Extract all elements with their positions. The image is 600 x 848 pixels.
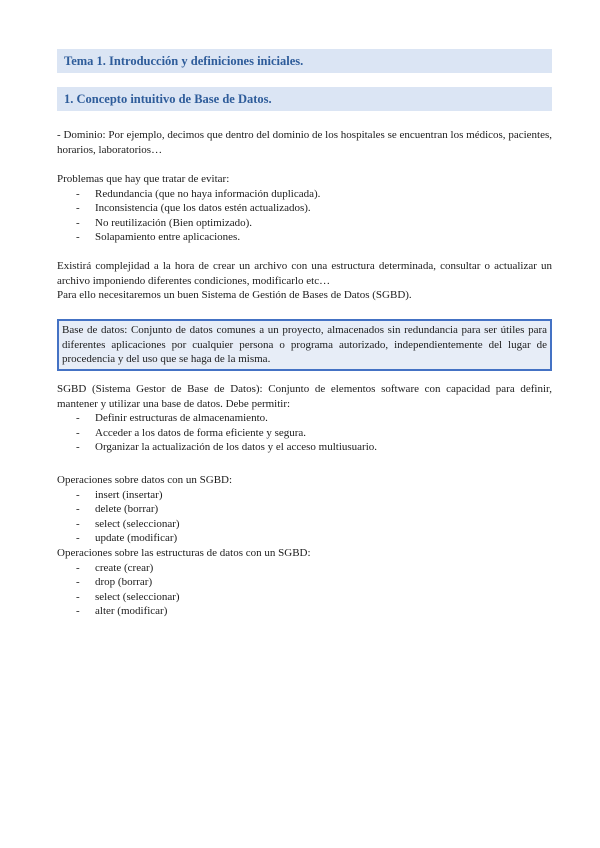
dominio-paragraph: - Dominio: Por ejemplo, decimos que dentro del dominio de los hospitales se encuentran los médicos, pacientes, horarios, laboratorios… [57, 129, 552, 156]
section-heading: 1. Concepto intuitivo de Base de Datos. [57, 87, 552, 111]
list-item [57, 411, 552, 426]
sgbd-list [57, 411, 552, 455]
dash-marker: - [76, 532, 80, 545]
list-item-text: update (modificar) [95, 532, 178, 545]
ops-datos-title: Operaciones sobre datos con un SGBD: [57, 474, 233, 486]
list-item-text: create (crear) [95, 561, 154, 574]
sgbd-block [57, 382, 552, 455]
list-item [57, 575, 552, 590]
list-item [57, 440, 552, 455]
dash-marker: - [76, 412, 80, 425]
list-item-text: drop (borrar) [95, 576, 153, 589]
list-item [57, 216, 552, 231]
complejidad-block [57, 259, 552, 303]
ops-estructuras-title: Operaciones sobre las estructuras de datos con un SGBD: [57, 546, 311, 559]
list-item [57, 502, 552, 517]
list-item-text: Inconsistencia (que los datos estén actualizados). [95, 202, 311, 215]
list-item-text: insert (insertar) [95, 488, 163, 501]
problemas-title: Problemas que hay que tratar de evitar: [57, 173, 230, 185]
dash-marker: - [76, 216, 80, 229]
sgbd-need-paragraph: Para ello necesitaremos un buen Sistema de Gestión de Bases de Datos (SGBD). [57, 289, 412, 302]
dash-marker: - [76, 441, 80, 454]
list-item [57, 561, 552, 576]
complejidad-paragraph: Existirá complejidad a la hora de crear un archivo con una estructura determinada, consultar o actualizar un archivo imponiendo diferentes condiciones, modificarlo etc… [57, 260, 552, 287]
ops-datos-list [57, 488, 552, 546]
list-item-text: Solapamiento entre aplicaciones. [95, 231, 241, 244]
problemas-block [57, 172, 552, 245]
ops-estructuras-list [57, 561, 552, 619]
list-item-text: No reutilización (Bien optimizado). [95, 216, 253, 229]
list-item-text: Acceder a los datos de forma eficiente y segura. [95, 426, 307, 439]
dash-marker: - [76, 576, 80, 589]
dash-marker: - [76, 590, 80, 603]
dash-marker: - [76, 231, 80, 244]
list-item [57, 590, 552, 605]
problemas-list [57, 187, 552, 245]
sgbd-paragraph: SGBD (Sistema Gestor de Base de Datos): Conjunto de elementos software con capacidad para definir, mantener y utilizar una base de datos. Debe permitir: [57, 383, 552, 410]
list-item [57, 426, 552, 441]
dash-marker: - [76, 202, 80, 215]
list-item-text: select (seleccionar) [95, 590, 180, 603]
list-item-text: Definir estructuras de almacenamiento. [95, 412, 268, 425]
list-item [57, 488, 552, 503]
list-item [57, 531, 552, 546]
dash-marker: - [76, 426, 80, 439]
list-item-text: select (seleccionar) [95, 517, 180, 530]
operaciones-block [57, 473, 552, 619]
list-item [57, 230, 552, 245]
list-item [57, 604, 552, 619]
dash-marker: - [76, 517, 80, 530]
dash-marker: - [76, 187, 80, 200]
dash-marker: - [76, 561, 80, 574]
list-item-text: Redundancia (que no haya información duplicada). [95, 187, 321, 200]
list-item-text: delete (borrar) [95, 503, 159, 516]
dash-marker: - [76, 488, 80, 501]
dash-marker: - [76, 503, 80, 516]
list-item-text: Organizar la actualización de los datos y el acceso multiusuario. [95, 441, 378, 454]
definition-box: Base de datos: Conjunto de datos comunes a un proyecto, almacenados sin redundancia para ser útiles para diferentes aplicaciones por cualquier persona o programa autorizado, independientemente del lugar de procedencia y del uso que se haga de la misma. [57, 319, 552, 371]
chapter-heading: Tema 1. Introducción y definiciones iniciales. [57, 49, 552, 73]
list-item [57, 201, 552, 216]
list-item [57, 517, 552, 532]
dash-marker: - [76, 605, 80, 618]
list-item [57, 187, 552, 202]
list-item-text: alter (modificar) [95, 605, 168, 618]
